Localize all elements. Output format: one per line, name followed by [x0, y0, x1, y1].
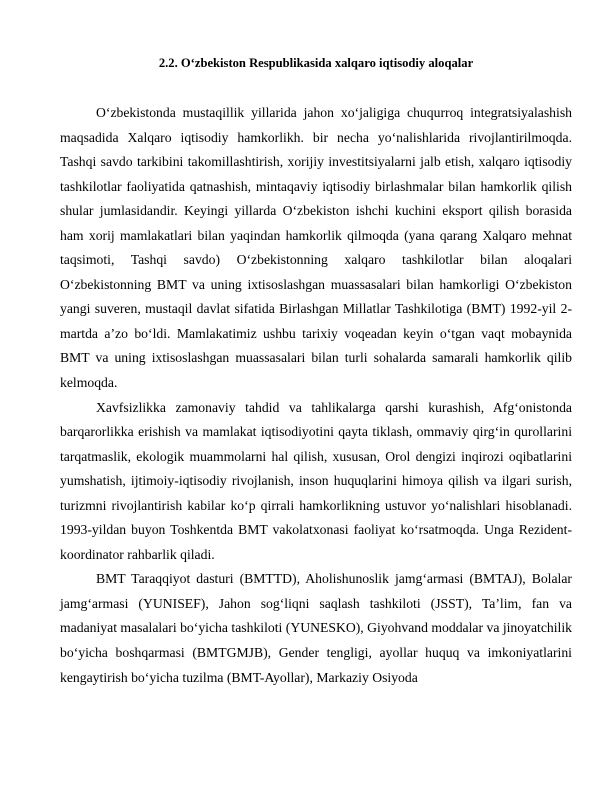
- paragraph-3: BMT Taraqqiyot dasturi (BMTTD), Aholishunoslik jamg‘armasi (BMTAJ), Bolalar jamg‘armasi (YUNISEF), Jahon sog‘liqni saqlash tashkiloti (JSST), Ta’lim, fan va madaniyat masalalari bo‘yicha tashkiloti (YUNESKO), Giyohvand moddalar va jinoyatchilik bo‘yicha boshqarmasi (BMTGMJB), Gender tengligi, ayollar huquq va imkoniyatlarini kengaytirish bo‘yicha tuzilma (BMT-Ayollar), Markaziy Osiyoda: [60, 571, 573, 685]
- section-heading: 2.2. O‘zbekiston Respublikasida xalqaro iqtisodiy aloqalar: [158, 56, 474, 70]
- paragraph-1: O‘zbekistonda mustaqillik yillarida jahon xo‘jaligiga chuqurroq integratsiyalashish maqsadida Xalqaro iqtisodiy hamkorlikh. bir necha yo‘nalishlarida rivojlantirilmoqda. Tashqi savdo tarkibini takomillashtirish, xorijiy investitsiyalarni jalb etish, xalqaro iqtisodiy tashkilotlar faoliyatida qatnashish, mintaqaviy iqtisodiy birlashmalar bilan hamkorlik qilish shular jumlasidandir. Keyingi yillarda O‘zbekiston ishchi kuchini eksport qilish borasida ham xorij mamlakatlari bilan yaqindan hamkorlik qilmoqda (yana qarang Xalqaro mehnat taqsimoti, Tashqi savdo) O‘zbekistonning xalqaro tashkilotlar bilan aloqalari O‘zbekistonning BMT va uning ixtisoslashgan muassasalari bilan hamkorligi O‘zbekiston yangi suveren, mustaqil davlat sifatida Birlashgan Millatlar Tashkilotiga (BMT) 1992-yil 2-martda a’zo bo‘ldi. Mamlakatimiz ushbu tarixiy voqeadan keyin o‘tgan vaqt mobaynida BMT va uning ixtisoslashgan muassasalari bilan turli sohalarda samarali hamkorlik qilib kelmoqda.: [60, 105, 572, 391]
- paragraph-2: Xavfsizlikka zamonaviy tahdid va tahlikalarga qarshi kurashish, Afg‘onistonda barqarorlikka erishish va mamlakat iqtisodiyotini qayta tiklash, ommaviy qirg‘in qurollarini tarqatmaslik, ekologik muammolarni hal qilish, xususan, Orol dengizi inqirozi oqibatlarini yumshatish, ijtimoiy-iqtisodiy rivojlanish, inson huquqlarini himoya qilish va ilgari surish, turizmni rivojlantirish kabilar ko‘p qirrali hamkorlikning ustuvor yo‘nalishlari hisoblanadi. 1993-yildan buyon Toshkentda BMT vakolatxonasi faoliyat ko‘rsatmoqda. Unga Rezident-koordinator rahbarlik qiladi.: [60, 399, 572, 562]
- body-text: [60, 101, 572, 690]
